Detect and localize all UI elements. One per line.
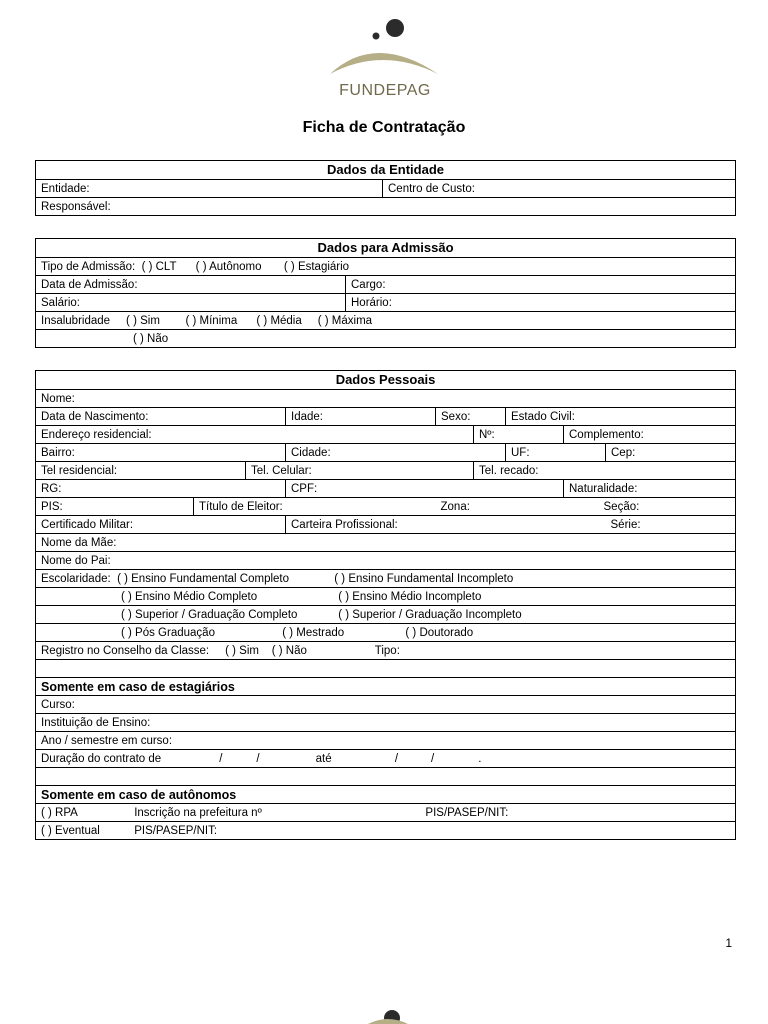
duracao-slash-2: / bbox=[256, 752, 260, 765]
data-admissao-field[interactable]: Data de Admissão: bbox=[36, 276, 346, 294]
cargo-field[interactable]: Cargo: bbox=[346, 276, 736, 294]
estagiario-checkbox[interactable]: ( ) Estagiário bbox=[283, 260, 350, 273]
pessoais-header: Dados Pessoais bbox=[36, 371, 736, 390]
ano-semestre-field[interactable]: Ano / semestre em curso: bbox=[36, 732, 736, 750]
admissao-header: Dados para Admissão bbox=[36, 239, 736, 258]
pessoais-section bbox=[35, 370, 736, 840]
footer-logo-icon bbox=[368, 1006, 408, 1024]
insalubridade-label: Insalubridade bbox=[41, 314, 111, 327]
pis-pasep-eventual-field[interactable]: PIS/PASEP/NIT: bbox=[134, 824, 218, 837]
insalubridade-row[interactable] bbox=[36, 312, 736, 330]
certificado-militar-field[interactable]: Certificado Militar: bbox=[36, 516, 286, 534]
entidade-section bbox=[35, 160, 736, 216]
logo-large-dot bbox=[386, 19, 404, 37]
page-title: Ficha de Contratação bbox=[302, 119, 466, 136]
rg-field[interactable]: RG: bbox=[36, 480, 286, 498]
idade-field[interactable]: Idade: bbox=[286, 408, 436, 426]
registro-sim-checkbox[interactable]: ( ) Sim bbox=[225, 644, 259, 657]
fundepag-logo bbox=[320, 14, 450, 100]
zona-field[interactable]: Zona: bbox=[436, 498, 564, 516]
maxima-checkbox[interactable]: ( ) Máxima bbox=[317, 314, 373, 327]
pis-pasep-field[interactable]: PIS/PASEP/NIT: bbox=[425, 806, 509, 819]
duracao-slash-3: / bbox=[394, 752, 399, 765]
logo-text: FUNDEPAG bbox=[339, 82, 431, 99]
eventual-row[interactable] bbox=[36, 822, 736, 840]
centro-custo-field[interactable]: Centro de Custo: bbox=[383, 180, 736, 198]
numero-field[interactable]: Nº: bbox=[474, 426, 564, 444]
registro-conselho-row[interactable] bbox=[36, 642, 736, 660]
horario-field[interactable]: Horário: bbox=[346, 294, 736, 312]
autonomo-checkbox[interactable]: ( ) Autônomo bbox=[195, 260, 262, 273]
endereco-field[interactable]: Endereço residencial: bbox=[36, 426, 474, 444]
duracao-label: Duração do contrato de bbox=[41, 752, 162, 765]
nome-pai-field[interactable]: Nome do Pai: bbox=[36, 552, 736, 570]
pis-field[interactable]: PIS: bbox=[36, 498, 194, 516]
rpa-row[interactable] bbox=[36, 804, 736, 822]
superior-incompleto-checkbox[interactable]: ( ) Superior / Graduação Incompleto bbox=[338, 608, 522, 621]
eventual-checkbox[interactable]: ( ) Eventual bbox=[41, 824, 100, 837]
nascimento-field[interactable]: Data de Nascimento: bbox=[36, 408, 286, 426]
blank-row bbox=[36, 660, 736, 678]
tel-residencial-field[interactable]: Tel residencial: bbox=[36, 462, 246, 480]
insalubridade-nao-row[interactable] bbox=[36, 330, 736, 348]
superior-completo-checkbox[interactable]: ( ) Superior / Graduação Completo bbox=[121, 608, 298, 621]
tel-celular-field[interactable]: Tel. Celular: bbox=[246, 462, 474, 480]
escolaridade-label: Escolaridade: bbox=[41, 572, 111, 585]
escolaridade-row-4[interactable] bbox=[36, 624, 736, 642]
carteira-profissional-field[interactable]: Carteira Profissional: bbox=[286, 516, 606, 534]
salario-field[interactable]: Salário: bbox=[36, 294, 346, 312]
escolaridade-row-2[interactable] bbox=[36, 588, 736, 606]
medio-incompleto-checkbox[interactable]: ( ) Ensino Médio Incompleto bbox=[338, 590, 482, 603]
nome-field[interactable]: Nome: bbox=[36, 390, 736, 408]
titulo-eleitor-field[interactable]: Título de Eleitor: bbox=[194, 498, 436, 516]
logo-arc bbox=[330, 53, 438, 74]
blank-row bbox=[36, 768, 736, 786]
cidade-field[interactable]: Cidade: bbox=[286, 444, 506, 462]
tel-recado-field[interactable]: Tel. recado: bbox=[474, 462, 736, 480]
registro-tipo-field[interactable]: Tipo: bbox=[374, 644, 400, 657]
naturalidade-field[interactable]: Naturalidade: bbox=[564, 480, 736, 498]
estado-civil-field[interactable]: Estado Civil: bbox=[506, 408, 736, 426]
medio-completo-checkbox[interactable]: ( ) Ensino Médio Completo bbox=[121, 590, 258, 603]
logo-small-dot bbox=[373, 33, 380, 40]
registro-nao-checkbox[interactable]: ( ) Não bbox=[271, 644, 307, 657]
cpf-field[interactable]: CPF: bbox=[286, 480, 564, 498]
estagiarios-header: Somente em caso de estagiários bbox=[36, 678, 736, 696]
page-number: 1 bbox=[725, 936, 732, 950]
complemento-field[interactable]: Complemento: bbox=[564, 426, 736, 444]
responsavel-field[interactable]: Responsável: bbox=[36, 198, 736, 216]
duracao-slash-1: / bbox=[219, 752, 223, 765]
nome-mae-field[interactable]: Nome da Mãe: bbox=[36, 534, 736, 552]
fundamental-incompleto-checkbox[interactable]: ( ) Ensino Fundamental Incompleto bbox=[334, 572, 514, 585]
secao-field[interactable]: Seção: bbox=[564, 498, 736, 516]
instituicao-field[interactable]: Instituição de Ensino: bbox=[36, 714, 736, 732]
insalubridade-sim-checkbox[interactable]: ( ) Sim bbox=[126, 314, 160, 327]
tipo-admissao-label: Tipo de Admissão: bbox=[41, 260, 136, 273]
registro-label: Registro no Conselho da Classe: bbox=[41, 644, 210, 657]
entidade-header: Dados da Entidade bbox=[36, 161, 736, 180]
escolaridade-row-1[interactable] bbox=[36, 570, 736, 588]
clt-checkbox[interactable]: ( ) CLT bbox=[141, 260, 177, 273]
sexo-field[interactable]: Sexo: bbox=[436, 408, 506, 426]
cep-field[interactable]: Cep: bbox=[606, 444, 736, 462]
duracao-slash-4: / bbox=[431, 752, 435, 765]
duracao-contrato-row[interactable] bbox=[36, 750, 736, 768]
curso-field[interactable]: Curso: bbox=[36, 696, 736, 714]
minima-checkbox[interactable]: ( ) Mínima bbox=[185, 314, 238, 327]
escolaridade-row-3[interactable] bbox=[36, 606, 736, 624]
fundamental-completo-checkbox[interactable]: ( ) Ensino Fundamental Completo bbox=[117, 572, 290, 585]
rpa-checkbox[interactable]: ( ) RPA bbox=[41, 806, 78, 819]
entidade-field[interactable]: Entidade: bbox=[36, 180, 383, 198]
uf-field[interactable]: UF: bbox=[506, 444, 606, 462]
bairro-field[interactable]: Bairro: bbox=[36, 444, 286, 462]
duracao-dot: . bbox=[478, 752, 482, 765]
serie-field[interactable]: Série: bbox=[606, 516, 736, 534]
pos-graduacao-checkbox[interactable]: ( ) Pós Graduação bbox=[121, 626, 215, 639]
inscricao-prefeitura-field[interactable]: Inscrição na prefeitura nº bbox=[134, 806, 262, 819]
autonomos-header: Somente em caso de autônomos bbox=[36, 786, 736, 804]
admissao-section bbox=[35, 238, 736, 348]
insalubridade-nao-checkbox[interactable]: ( ) Não bbox=[133, 332, 169, 345]
duracao-ate: até bbox=[315, 752, 332, 765]
doutorado-checkbox[interactable]: ( ) Doutorado bbox=[405, 626, 474, 639]
mestrado-checkbox[interactable]: ( ) Mestrado bbox=[282, 626, 345, 639]
tipo-admissao-row[interactable] bbox=[36, 258, 736, 276]
media-checkbox[interactable]: ( ) Média bbox=[256, 314, 302, 327]
